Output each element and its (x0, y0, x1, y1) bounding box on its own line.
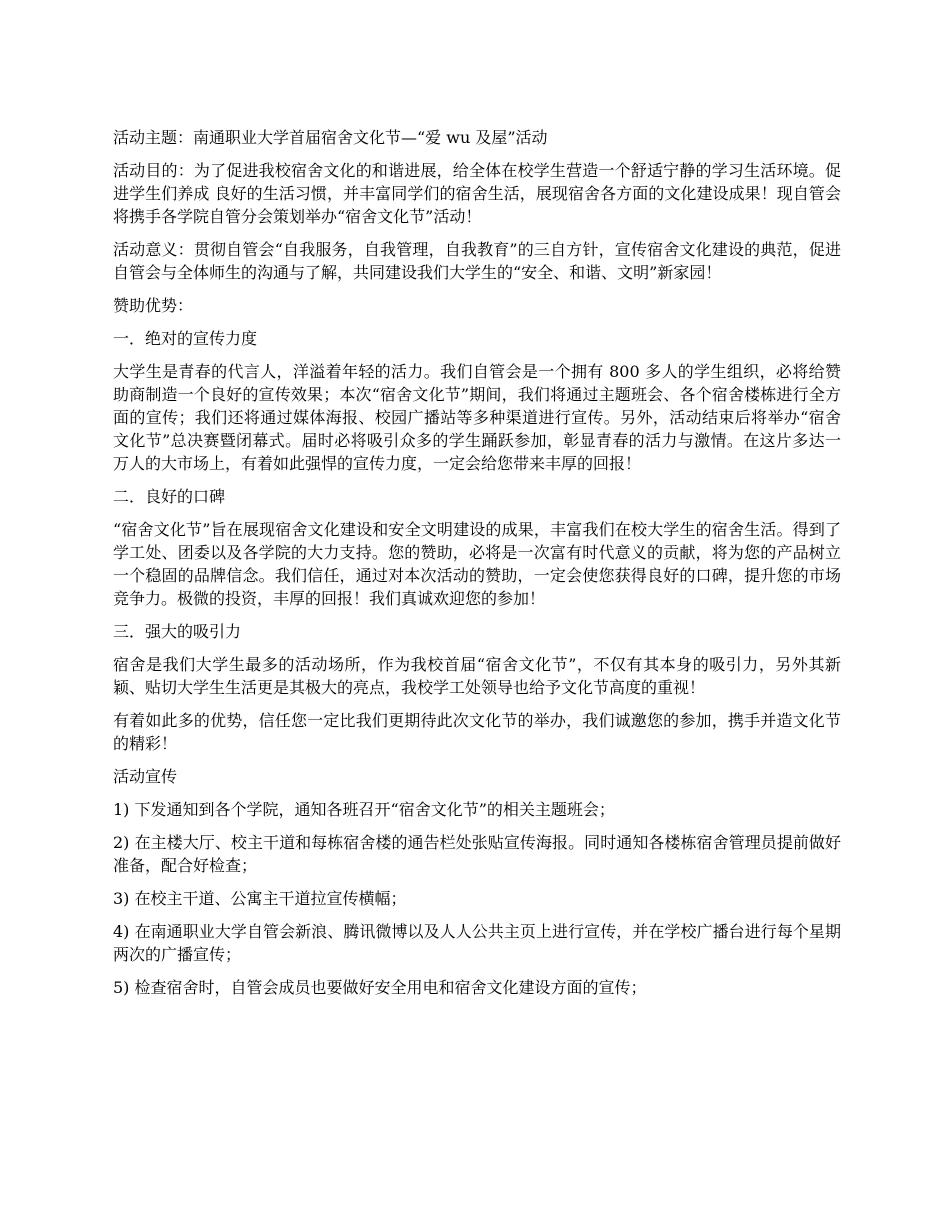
promotion-item-3: 3) 在校主干道、公寓主干道拉宣传横幅； (113, 889, 407, 908)
section-heading-publicity: 一．绝对的宣传力度 (113, 329, 258, 348)
sponsorship-advantages-heading: 赞助优势： (113, 296, 194, 315)
promotion-heading: 活动宣传 (113, 767, 178, 786)
paragraph-invitation: 有着如此多的优势，信任您一定比我们更期待此次文化节的举办，我们诚邀您的参加，携手并造文化节的精彩！ (113, 711, 841, 753)
document-body (113, 126, 841, 1009)
activity-purpose: 活动目的：为了促进我校宿舍文化的和谐进展，给全体在校学生营造一个舒适宁静的学习生活环境。促进学生们养成 良好的生活习惯，并丰富同学们的宿舍生活，展现宿舍各方面的文化建设成果！现自管会将携手各学院自管分会策划举办“宿舍文化节”活动！ (113, 161, 841, 226)
section-heading-attraction: 三．强大的吸引力 (113, 622, 242, 641)
paragraph-attraction: 宿舍是我们大学生最多的活动场所，作为我校首届“宿舍文化节”，不仅有其本身的吸引力，另外其新颖、贴切大学生生活更是其极大的亮点，我校学工处领导也给予文化节高度的重视！ (113, 655, 841, 697)
promotion-item-4: 4) 在南通职业大学自管会新浪、腾讯微博以及人人公共主页上进行宣传，并在学校广播台进行每个星期两次的广播宣传； (113, 922, 841, 964)
activity-theme: 活动主题：南通职业大学首届宿舍文化节—“爱 wu 及屋”活动 (113, 128, 548, 147)
promotion-item-1: 1) 下发通知到各个学院，通知各班召开“宿舍文化节”的相关主题班会； (113, 800, 615, 819)
activity-significance: 活动意义：贯彻自管会“自我服务，自我管理，自我教育”的三自方针，宣传宿舍文化建设的典范，促进自管会与全体师生的沟通与了解，共同建设我们大学生的“安全、和谐、文明”新家园！ (113, 240, 841, 282)
paragraph-reputation: “宿舍文化节”旨在展现宿舍文化建设和安全文明建设的成果，丰富我们在校大学生的宿舍生活。得到了学工处、团委以及各学院的大力支持。您的赞助，必将是一次富有时代意义的贡献，将为您的产品树立一个稳固的品牌信念。我们信任，通过对本次活动的赞助，一定会使您获得良好的口碑，提升您的市场竞争力。极微的投资，丰厚的回报！我们真诚欢迎您的参加！ (113, 520, 841, 608)
section-heading-reputation: 二．良好的口碑 (113, 487, 226, 506)
promotion-item-5: 5) 检查宿舍时，自管会成员也要做好安全用电和宿舍文化建设方面的宣传； (113, 978, 647, 997)
paragraph-publicity: 大学生是青春的代言人，洋溢着年轻的活力。我们自管会是一个拥有 800 多人的学生组织，必将给赞助商制造一个良好的宣传效果；本次“宿舍文化节”期间，我们将通过主题班会、各个宿舍楼栋进行全方面的宣传；我们还将通过媒体海报、校园广播站等多种渠道进行宣传。另外，活动结束后将举办“宿舍文化节”总决赛暨闭幕式。届时必将吸引众多的学生踊跃参加，彰显青春的活力与激情。在这片多达一万人的大市场上，有着如此强悍的宣传力度，一定会给您带来丰厚的回报！ (113, 362, 841, 473)
promotion-item-2: 2) 在主楼大厅、校主干道和每栋宿舍楼的通告栏处张贴宣传海报。同时通知各楼栋宿舍管理员提前做好准备，配合好检查； (113, 833, 841, 875)
